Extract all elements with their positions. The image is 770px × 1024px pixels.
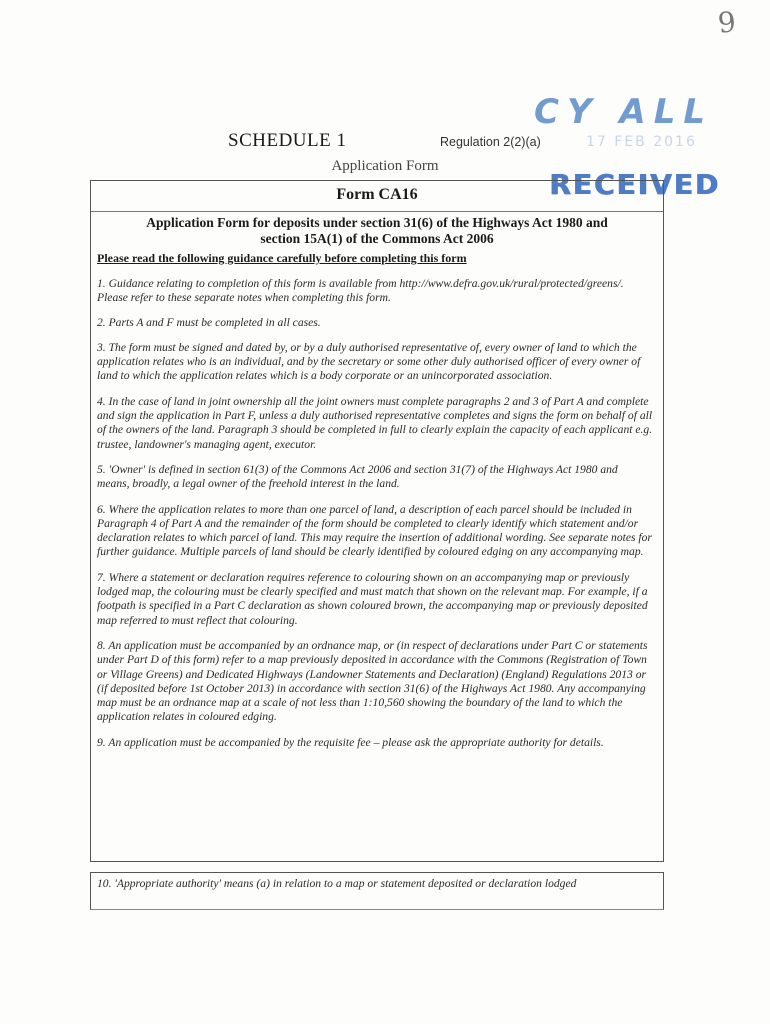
guidance-note-10: 10. 'Appropriate authority' means (a) in relation to a map or statement deposited or declaration lodged: [97, 877, 577, 890]
form-heading-line1: Application Form for deposits under section 31(6) of the Highways Act 1980 and: [146, 215, 608, 230]
form-guidance-box: [90, 180, 664, 862]
form-heading: [91, 215, 663, 247]
continuation-box: [90, 872, 664, 910]
page-number: 9: [716, 5, 738, 40]
guidance-note-8: 8. An application must be accompanied by an ordnance map, or (in respect of declarations under Part C or statements under Part D of this form) refer to a map previously deposited in accordance with the Commons (Registration of Town or Village Greens) and Dedicated Highways (Landowner Statements and Declaration) (England) Regulations 2013 or (if deposited before 1st October 2013) in accordance with section 31(6) of the Highways Act 1980. Any accompanying map must be an ordnance map at a scale of not less than 1:10,560 showing the boundary of the land to which the application relates in coloured edging.: [97, 638, 648, 724]
regulation-ref: Regulation 2(2)(a): [440, 135, 541, 149]
guidance-note-9: 9. An application must be accompanied by the requisite fee – please ask the appropriate authority for details.: [97, 735, 604, 749]
guidance-instruction: Please read the following guidance carefully before completing this form: [97, 251, 467, 265]
application-form-caption: Application Form: [331, 158, 439, 174]
guidance-note-2: 2. Parts A and F must be completed in all cases.: [97, 315, 321, 329]
guidance-note-1: 1. Guidance relating to completion of this form is available from http://www.defra.gov.uk/rural/protected/greens/. Please refer to these separate notes when completing this form.: [97, 277, 624, 305]
guidance-note-5: 5. 'Owner' is defined in section 61(3) of the Commons Act 2006 and section 31(7) of the Highways Act 1980 and means, broadly, a legal owner of the freehold interest in the land.: [97, 462, 618, 491]
schedule-title: SCHEDULE 1: [228, 130, 347, 151]
received-stamp: RECEIVED: [549, 168, 720, 201]
form-heading-line2: section 15A(1) of the Commons Act 2006: [260, 231, 494, 246]
received-stamp-date: 17 FEB 2016: [586, 134, 697, 150]
guidance-note-3: 3. The form must be signed and dated by, or by a duly authorised representative of, every owner of land to which the application relates who is an individual, and by the secretary or some other duly authorised officer of every owner of land to which the application relates which is a body corporate or an unincorporated association.: [97, 340, 641, 383]
guidance-note-4: 4. In the case of land in joint ownership all the joint owners must complete paragraphs 2 and 3 of Part A and complete and sign the application in Part F, unless a duly authorised representative completes and signs the form on behalf of all of the owners of the land. Paragraph 3 should be completed in full to clearly explain the capacity of each applicant e.g. trustee, landowner's managing agent, executor.: [97, 394, 653, 451]
guidance-notes: [97, 277, 653, 761]
received-stamp-top: CY ALL: [534, 92, 714, 132]
guidance-note-6: 6. Where the application relates to more than one parcel of land, a description of each parcel should be included in Paragraph 4 of Part A and the remainder of the form should be completed to clearly identify which statement and/or declaration relates to which parcel of land. This may require the insertion of additional wording. See separate notes for further guidance. Multiple parcels of land should be clearly identified by coloured edging on any accompanying map.: [97, 502, 652, 559]
guidance-note-7: 7. Where a statement or declaration requires reference to colouring shown on an accompanying map or previously lodged map, the colouring must be clearly specified and must match that shown on the relevant map. For example, if a footpath is specified in a Part C declaration as shown coloured brown, the accompanying map or previously deposited map referred to must reflect that colouring.: [97, 570, 648, 627]
form-title: Form CA16: [91, 181, 663, 212]
